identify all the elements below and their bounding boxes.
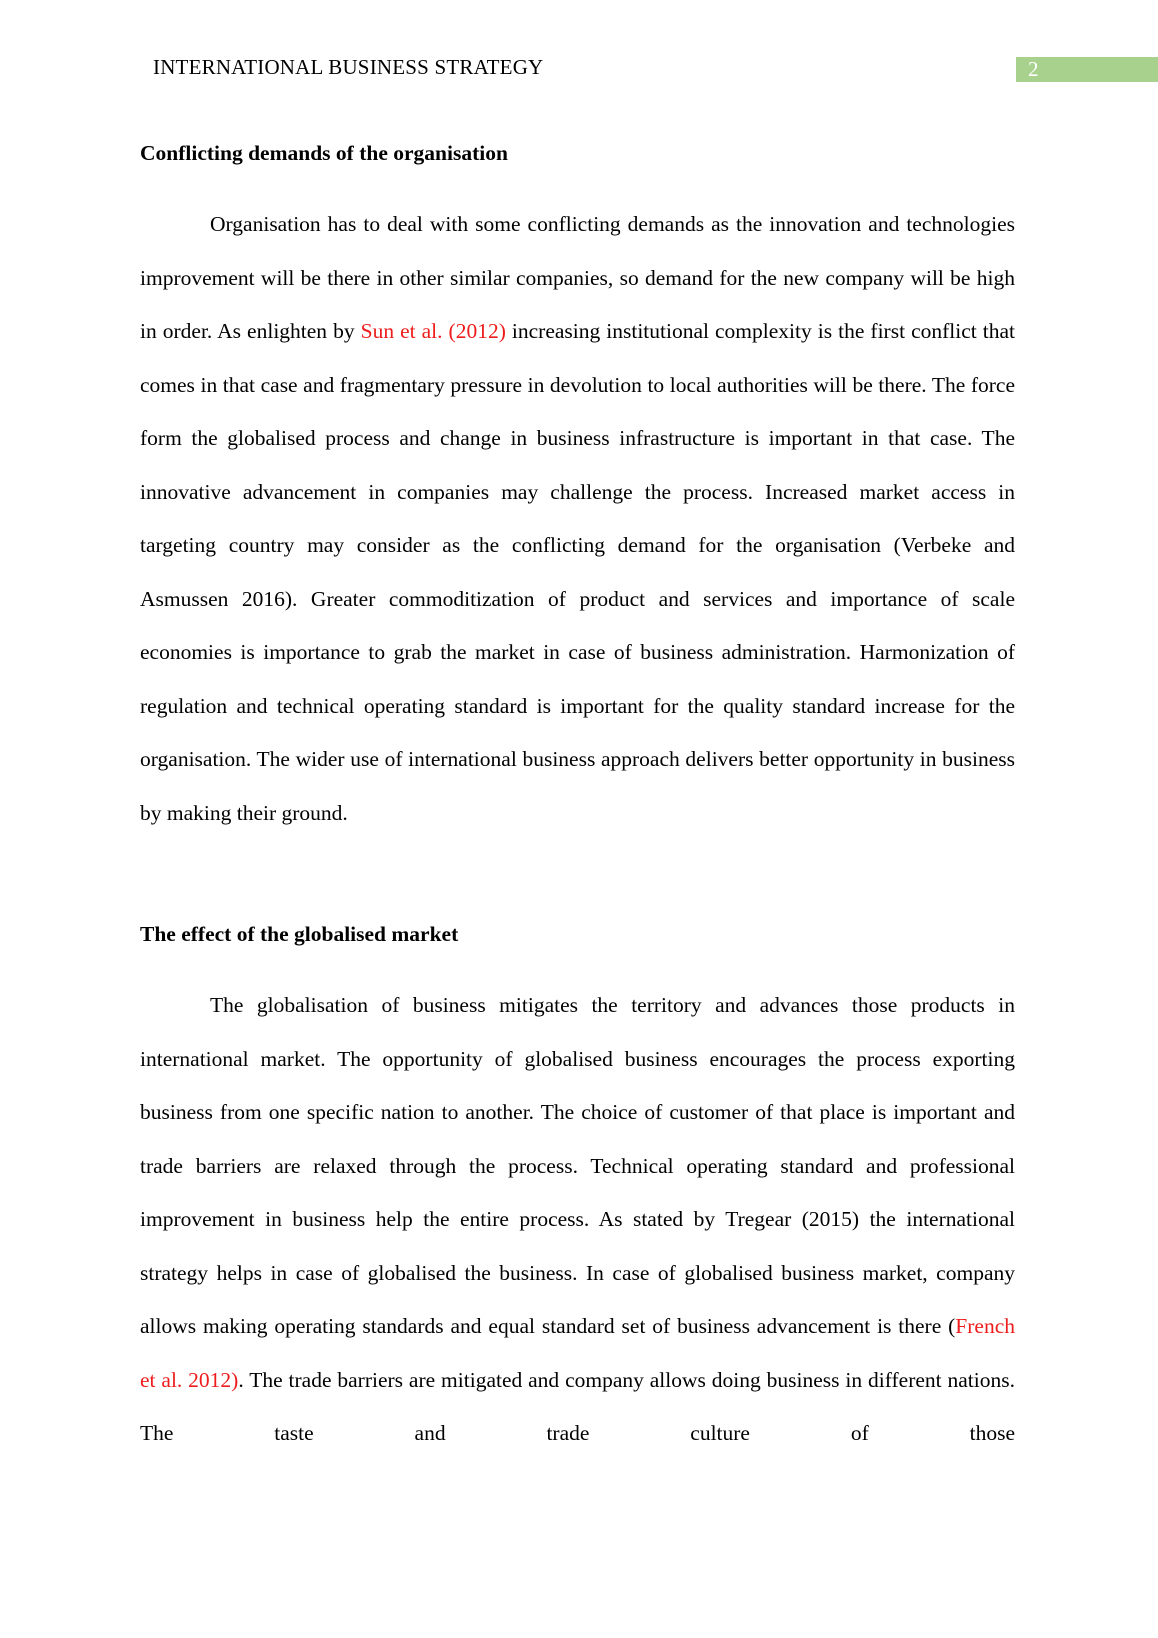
citation-link[interactable]: Sun et al. (2012) (360, 319, 506, 343)
section-heading-globalised-market: The effect of the globalised market (140, 922, 459, 946)
paragraph-text-end: . The trade barriers are mitigated and company allows doing business in different nations. The taste and trade culture of those (140, 1367, 1015, 1445)
running-head-title: INTERNATIONAL BUSINESS STRATEGY (153, 55, 544, 79)
page-number: 2 (1016, 57, 1158, 82)
paragraph-text (140, 198, 1015, 840)
paragraph-conflicting-demands (140, 198, 1015, 840)
citation-link[interactable]: French et al. 2012) (140, 1314, 1015, 1392)
paragraph-globalised-market (140, 979, 1015, 1461)
section-heading-conflicting-demands: Conflicting demands of the organisation (140, 141, 508, 165)
page-header (0, 52, 1158, 84)
paragraph-text-end: increasing institutional complexity is the first conflict that comes in that case and fragmentary pressure in devolution to local authorities will be there. The force form the globalised process and change in business infrastructure is important in that case. The innovative advancement in companies may challenge the process. Increased market access in targeting country may consider as the conflicting demand for the organisation (Verbeke and Asmussen 2016). Greater commoditization of product and services and importance of scale economies is importance to grab the market in case of business administration. Harmonization of regulation and technical operating standard is important for the quality standard increase for the organisation. The wider use of international business approach delivers better opportunity in business by making their ground. (140, 319, 1016, 825)
paragraph-text-start: The globalisation of business mitigates the territory and advances those products in international market. The opportunity of globalised business encourages the process exporting business from one specific nation to another. The choice of customer of that place is important and trade barriers are relaxed through the process. Technical operating standard and professional improvement in business help the entire process. As stated by Tregear (2015) the international strategy helps in case of globalised the business. In case of globalised business market, company allows making operating standards and equal standard set of business advancement is there ( (140, 993, 1015, 1338)
paragraph-text (140, 979, 1015, 1461)
paragraph-text-start: Organisation has to deal with some conflicting demands as the innovation and technologies improvement will be there in other similar companies, so demand for the new company will be high in order. As enlighten by (140, 212, 1015, 343)
